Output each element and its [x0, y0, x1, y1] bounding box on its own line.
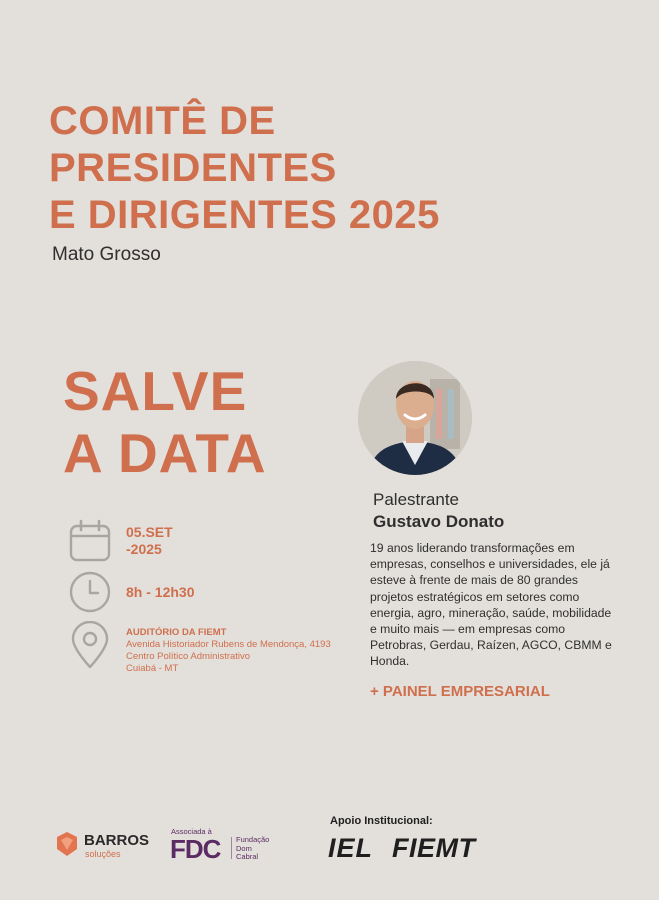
- title-line: COMITÊ DE: [49, 99, 276, 143]
- fdc-name-line: Dom: [236, 843, 252, 853]
- fdc-name-line: Cabral: [236, 852, 259, 862]
- date-line: 05.SET: [126, 524, 173, 540]
- barros-name: BARROS: [84, 832, 150, 849]
- iel-logo: IEL: [328, 833, 374, 863]
- event-region: Mato Grosso: [52, 244, 161, 265]
- event-time: 8h - 12h30: [126, 584, 195, 600]
- speaker-name: Gustavo Donato: [373, 512, 505, 531]
- speaker-avatar: [358, 361, 472, 475]
- event-title: [49, 98, 440, 239]
- speaker-bio: 19 anos liderando transformações em empresas, conselhos e universidades, ele já esteve à frente de mais de 80 grandes projetos estratégicos em setores como energia, agro, mineração, saúde, mobilidade e muito mais — em empresas como Petrobras, Gerdau, Raízen, AGCO, CBMM e Honda.: [370, 541, 612, 669]
- venue-address-line: Centro Político Administrativo: [126, 651, 251, 662]
- save-date-line: A DATA: [63, 422, 267, 484]
- fiemt-logo: FIEMT: [392, 833, 476, 863]
- speaker-role: Palestrante: [373, 490, 459, 509]
- calendar-icon: [68, 519, 112, 563]
- location-pin-icon: [68, 621, 112, 669]
- save-date-line: SALVE: [63, 360, 248, 422]
- business-panel-note: + PAINEL EMPRESARIAL: [370, 683, 550, 700]
- venue-address-line: Cuiabá - MT: [126, 663, 179, 674]
- event-date: [126, 524, 173, 558]
- barros-subtitle: soluções: [85, 849, 121, 859]
- venue-address-line: Avenida Historiador Rubens de Mendonça, 4193: [126, 639, 331, 650]
- fdc-mark: FDC: [170, 835, 221, 861]
- fdc-name: [236, 836, 269, 862]
- save-the-date-heading: [63, 360, 267, 484]
- clock-icon: [68, 570, 112, 614]
- fdc-association-label: Associada à: [171, 827, 212, 836]
- fdc-logo: [170, 835, 232, 866]
- title-line: E DIRIGENTES 2025: [49, 193, 440, 237]
- event-venue: [126, 627, 331, 675]
- fdc-name-line: Fundação: [236, 835, 270, 844]
- support-label: Apoio Institucional:: [330, 815, 433, 827]
- title-line: PRESIDENTES: [49, 146, 337, 190]
- barros-logo-icon: [54, 831, 80, 862]
- date-line: -2025: [126, 541, 162, 557]
- venue-name: AUDITÓRIO DA FIEMT: [126, 627, 227, 638]
